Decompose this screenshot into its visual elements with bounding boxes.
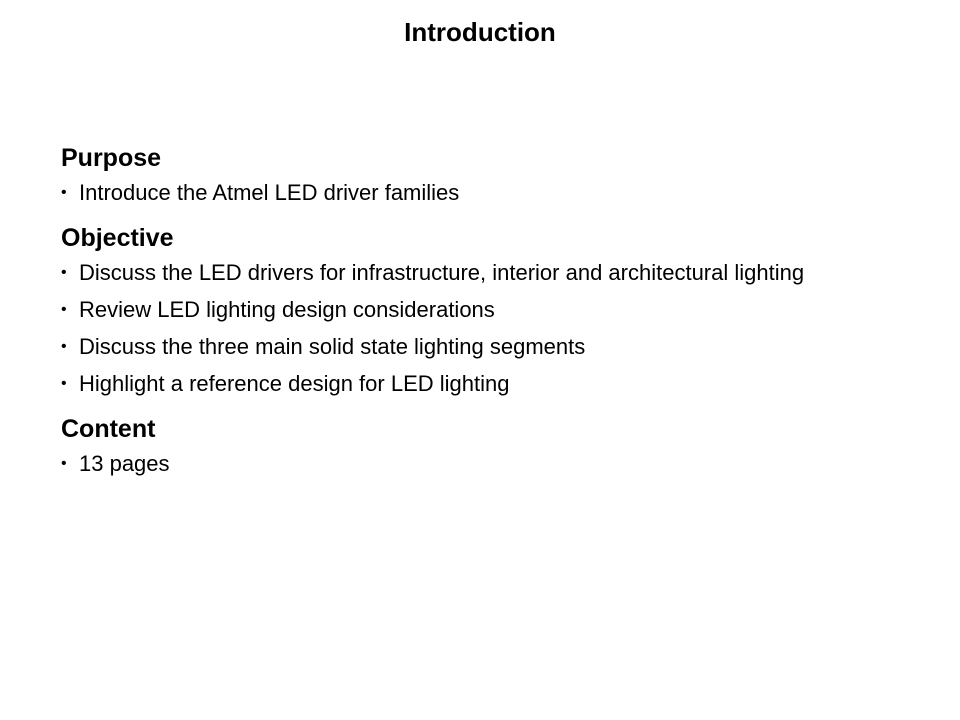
section-heading-content: Content (61, 415, 156, 443)
bullet-item (61, 179, 911, 207)
section-content (61, 412, 911, 478)
section-purpose (61, 141, 911, 207)
bullet-item (61, 259, 911, 287)
bullet-text: Introduce the Atmel LED driver families (79, 180, 460, 205)
bullet-icon: • (61, 375, 67, 392)
slide-title: Introduction (404, 17, 556, 47)
bullet-list-purpose (61, 179, 911, 207)
bullet-item (61, 450, 911, 478)
bullet-text: Highlight a reference design for LED lighting (79, 371, 510, 396)
bullet-text: Discuss the LED drivers for infrastructure, interior and architectural lighting (79, 260, 805, 285)
bullet-item (61, 370, 911, 398)
slide-content (61, 141, 911, 487)
bullet-icon: • (61, 455, 67, 472)
bullet-icon: • (61, 184, 67, 201)
section-objective (61, 221, 911, 398)
bullet-icon: • (61, 338, 67, 355)
section-heading-objective: Objective (61, 224, 174, 252)
bullet-text: Discuss the three main solid state lighting segments (79, 334, 586, 359)
bullet-icon: • (61, 301, 67, 318)
section-heading-purpose: Purpose (61, 144, 162, 172)
bullet-item (61, 296, 911, 324)
bullet-icon: • (61, 264, 67, 281)
bullet-item (61, 333, 911, 361)
bullet-list-objective (61, 259, 911, 398)
bullet-text: 13 pages (79, 451, 170, 476)
bullet-text: Review LED lighting design considerations (79, 297, 495, 322)
bullet-list-content (61, 450, 911, 478)
